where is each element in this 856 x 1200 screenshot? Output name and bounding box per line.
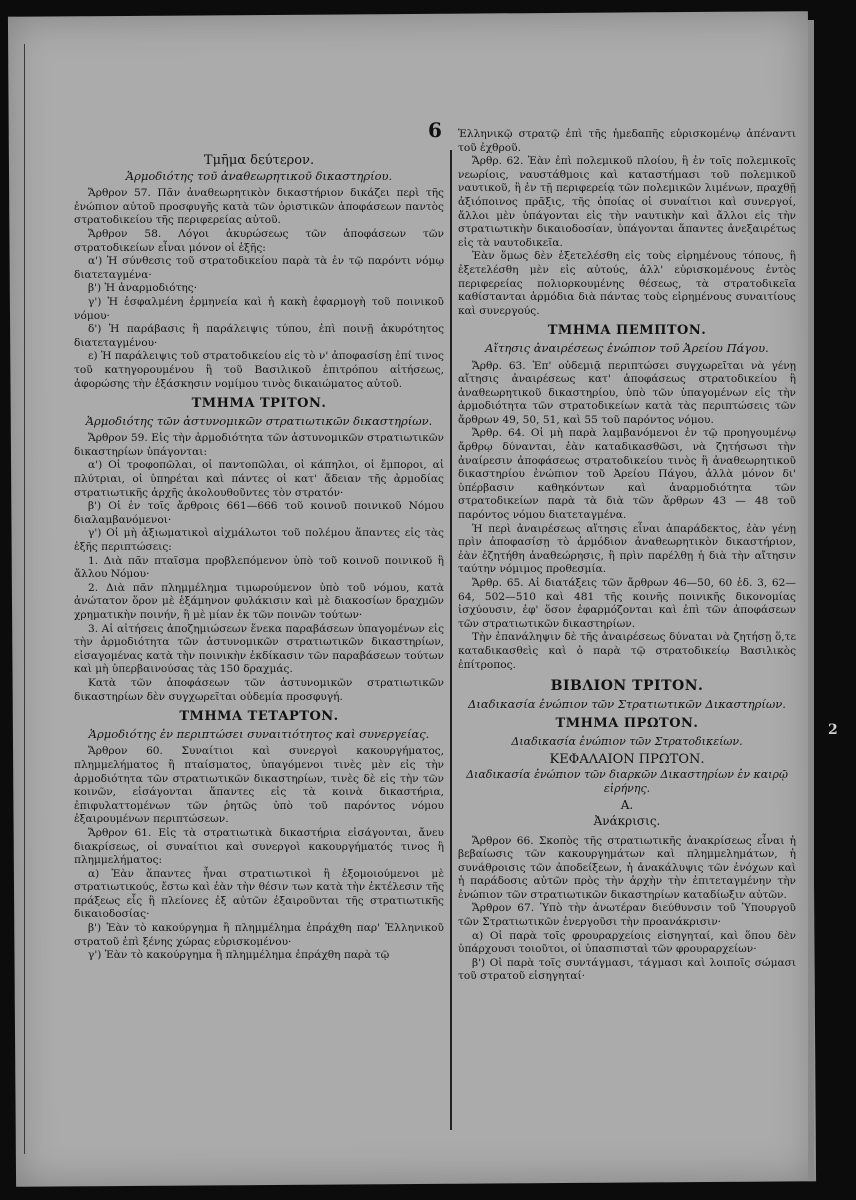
paragraph: β') Ἐὰν τὸ κακούργημα ἢ πλημμέλημα ἐπράχθη παρ' Ἑλληνικοῦ στρατοῦ ἐπὶ ξένης χώρας εὑρισκομένου·: [74, 922, 444, 948]
paragraph: Ἄρθρον 66. Σκοπὸς τῆς στρατιωτικῆς ἀνακρίσεως εἶναι ἡ βεβαίωσις τῶν κακουργημάτων καὶ πλημμελημάτων, ἡ συνάθροισις τῶν ἀποδείξεων, ἡ ἀνακάλυψις τῶν ἐνόχων καὶ ἡ παράδοσις αὐτῶν πρὸς τὴν ἀρχὴν τὴν ἐπιτεταγμένην τὴν ἐνώπιον τῶν στρατιωτικῶν δικαστηρίων καταδίωξιν αὐτῶν.: [458, 834, 796, 901]
paragraph: α) Οἱ παρὰ τοῖς φρουραρχείοις εἰσηγηταί, καὶ ὅπου δὲν ὑπάρχουσι τοιοῦτοι, οἱ ὑπασπισταὶ τῶν φρουραρχείων·: [458, 929, 796, 956]
paragraph: 1. Διὰ πᾶν πταῖσμα προβλεπόμενον ὑπὸ τοῦ κοινοῦ ποινικοῦ ἢ ἄλλου Νόμου·: [74, 554, 444, 581]
paragraph: Ἄρθρον 67. Ὑπὸ τὴν ἀνωτέραν διεύθυνσιν τοῦ Ὑπουργοῦ τῶν Στρατιωτικῶν ἐνεργοῦσι τὴν προανάκρισιν·: [458, 902, 796, 929]
paragraph: Ἄρθρ. 62. Ἐὰν ἐπὶ πολεμικοῦ πλοίου, ἢ ἐν τοῖς πολεμικοῖς νεωρίοις, ναυστάθμοις καὶ καταστήμασι τοῦ πολεμικοῦ ναυτικοῦ, ἢ ἐν τῇ περιφερείᾳ τῶν πολεμικῶν λιμένων, πραχθῇ ἀξιόποινος πρᾶξις, τῆς ὁποίας οἱ συναίτιοι καὶ συνεργοί, ἄλλοι μὲν ὑπάγονται εἰς τὴν ναυτικὴν καὶ ἄλλοι εἰς τὴν στρατιωτικὴν δικαιοδοσίαν, ὑπάγονται ἅπαντες ἀνεξαιρέτως εἰς τὰ ναυτοδικεῖα.: [458, 155, 796, 249]
paragraph: 2. Διὰ πᾶν πλημμέλημα τιμωρούμενον ὑπὸ τοῦ νόμου, κατὰ ἀνώτατον ὅρον μὲ ἑξάμηνον φυλάκισιν καὶ μὲ διακοσίων δραχμῶν χρηματικὴν ποινήν, ἢ μὲ μίαν ἐκ τῶν ποινῶν τούτων·: [74, 581, 444, 621]
part4-title: ΤΜΗΜΑ ΤΕΤΑΡΤΟΝ.: [179, 709, 339, 725]
paragraph: Ἄρθρ. 65. Αἱ διατάξεις τῶν ἄρθρων 46—50, 60 ἐδ. 3, 62—64, 502—510 καὶ 481 τῆς κοινῆς ποινικῆς δικονομίας ἰσχύουσιν, ἐφ' ὅσον ἐφαρμόζονται καὶ ἐπὶ τῶν ἀποφάσεων τῶν στρατιωτικῶν δικαστηρίων.: [458, 577, 796, 630]
part2-title: Τμῆμα δεύτερον.: [203, 153, 315, 168]
paragraph: Ἄρθρ. 64. Οἱ μὴ παρὰ λαμβανόμενοι ἐν τῷ προηγουμένῳ ἄρθρῳ δύνανται, ἐὰν καταδικασθῶσι, νὰ ζητήσωσι τὴν ἀναίρεσιν ἀποφάσεως στρατοδικείου τινὸς ἢ ἀναθεωρητικοῦ δικαστηρίου ἐνώπιον τοῦ Ἀρείου Πάγου, ἀλλὰ μόνον δι' ὑπέρβασιν καθηκόντων καὶ ἀναρμοδιότητα τῶν στρατοδικείων παρὰ τὰ διὰ τῶν ἄρθρων 43 — 48 τοῦ παρόντος νόμου διατεταγμένα.: [458, 427, 796, 522]
part3-subtitle: Ἁρμοδιότης τῶν ἀστυνομικῶν στρατιωτικῶν δικαστηρίων.: [85, 413, 433, 428]
paragraph: ε) Ἡ παράλειψις τοῦ στρατοδικείου εἰς τὸ ν' ἀποφασίσῃ ἐπί τινος τοῦ κατηγορουμένου ἢ τοῦ Βασιλικοῦ ἐπιτρόπου αἰτήσεως, ἀφορώσης τὴν ἐξάσκησιν νομίμου τινὸς δικαιώματος αὐτοῦ.: [74, 350, 444, 390]
book-title: ΒΙΒΛΙΟΝ ΤΡΙΤΟΝ.: [550, 678, 704, 695]
part4-continued-body: [458, 128, 796, 318]
part4-subtitle: Ἁρμοδιότης ἐν περιπτώσει συναιτιότητος καὶ συνεργείας.: [88, 726, 430, 741]
paragraph: δ') Ἡ παράβασις ἢ παράλειψις τύπου, ἐπὶ ποινῇ ἀκυρότητος διατεταγμένου·: [74, 323, 444, 349]
paragraph: Ἄρθρον 61. Εἰς τὰ στρατιωτικὰ δικαστήρια εἰσάγονται, ἄνευ διακρίσεως, οἱ συναίτιοι καὶ συνεργοὶ κακουργήματός τινος ἢ πλημμελήματος:: [74, 826, 444, 867]
paragraph: α) Ἐὰν ἅπαντες ἦναι στρατιωτικοὶ ἢ ἐξομοιούμενοι μὲ στρατιωτικούς, ἔστω καὶ ἐὰν τὴν θέσιν των κατὰ τὴν ἐκτέλεσιν τῆς πράξεως εἷς ἢ πλείονες ἐξ αὐτῶν ἐξαιροῦνται τῆς στρατιωτικῆς δικαιοδοσίας·: [74, 867, 444, 921]
part2-body: [74, 187, 444, 391]
paragraph: Τὴν ἐπανάληψιν δὲ τῆς ἀναιρέσεως δύναται νὰ ζητήσῃ ὅ,τε καταδικασθεὶς καὶ ὁ παρὰ τῷ στρατοδικείῳ Βασιλικὸς ἐπίτροπος.: [458, 631, 796, 671]
book-subtitle: Διαδικασία ἐνώπιον τῶν Στρατιωτικῶν Δικαστηρίων.: [468, 696, 786, 711]
chapter-body: [458, 835, 796, 985]
paragraph: 3. Αἱ αἰτήσεις ἀποζημιώσεων ἕνεκα παραβάσεων ὑπαγομένων εἰς τὴν ἁρμοδιότητα τῶν ἀστυνομικῶν στρατιωτικῶν δικαστηρίων, εἰσαγομένας κατὰ τὴν ποινικὴν ἐκδίκασιν τῶν παραβάσεων τούτων καὶ μὴ ὑπερβαινούσας τὰς 150 δραχμάς.: [74, 622, 444, 676]
part5-subtitle: Αἴτησις ἀναιρέσεως ἐνώπιον τοῦ Ἀρείου Πάγου.: [485, 340, 769, 355]
part5-title: ΤΜΗΜΑ ΠΕΜΠΤΟΝ.: [547, 323, 707, 339]
right-column: [458, 128, 796, 984]
paragraph: Ἐὰν ὅμως δὲν ἐξετελέσθη εἰς τοὺς εἰρημένους τόπους, ἢ ἐξετελέσθη μὲν εἰς αὐτούς, ἀλλ' εὑρισκομένους ἐντὸς περιφερείας πολιορκουμένης θέσεως, τὰ στρατοδικεῖα καθίστανται ἁρμόδια διὰ πάντας τοὺς εἰρημένους συναιτίους καὶ συνεργούς.: [458, 250, 796, 317]
paragraph: Ἡ περὶ ἀναιρέσεως αἴτησις εἶναι ἀπαράδεκτος, ἐὰν γένῃ πρὶν ἀποφασίσῃ τὸ ἁρμόδιον ἀναθεωρητικὸν δικαστήριον, ἐὰν ἐζητήθη ἀναθεώρησις, ἢ πρὶν παρέλθῃ ἡ διὰ τὴν αἴτησιν ταύτην νόμιμος προθεσμία.: [458, 522, 796, 576]
corner-mark: 2: [828, 722, 838, 738]
paragraph: Ἑλληνικῷ στρατῷ ἐπὶ τῆς ἡμεδαπῆς εὑρισκομένῳ ἀπέναντι τοῦ ἐχθροῦ.: [458, 128, 796, 154]
paragraph: β') Οἱ ἐν τοῖς ἄρθροις 661—666 τοῦ κοινοῦ ποινικοῦ Νόμου διαλαμβανόμενοι·: [74, 500, 444, 526]
paragraph: β') Ἡ ἀναρμοδιότης·: [88, 282, 198, 295]
left-column: [74, 152, 444, 963]
paragraph: Ἄρθρον 60. Συναίτιοι καὶ συνεργοὶ κακουργήματος, πλημμελήματος ἢ πταίσματος, ὑπαγόμενοι τινὲς μὲν εἰς τὴν ἁρμοδιότητα τῶν στρατιωτικῶν δικαστηρίων, τινὲς δὲ εἰς τὴν τῶν κοινῶν, εἰσάγονται ἅπαντες εἰς τὰ κοινὰ δικαστήρια, ἐπιφυλαττομένων τῶν ῥητῶς ὑπὸ τοῦ παρόντος νόμου ἐξαιρουμένων περιπτώσεων.: [74, 745, 444, 826]
paragraph: α') Οἱ τροφοπῶλαι, οἱ παντοπῶλαι, οἱ κάπηλοι, οἱ ἔμποροι, αἱ πλύτριαι, οἱ ὑπηρέται καὶ πάντες οἱ κατ' ἄδειαν τῆς ἁρμοδίας στρατιωτικῆς ἀρχῆς ἀκολουθοῦντες τὸν στρατόν·: [74, 459, 444, 499]
paragraph: β') Οἱ παρὰ τοῖς συντάγμασι, τάγμασι καὶ λοιποῖς σώμασι τοῦ στρατοῦ εἰσηγηταί·: [458, 956, 796, 983]
chapter-title: ΚΕΦΑΛΑΙΟΝ ΠΡΩΤΟΝ.: [549, 751, 705, 767]
book-part1-subtitle: Διαδικασία ἐνώπιον τῶν Στρατοδικείων.: [511, 734, 743, 748]
part2-subtitle: Ἁρμοδιότης τοῦ ἀναθεωρητικοῦ δικαστηρίου.: [125, 168, 393, 183]
column-divider: [450, 150, 452, 1130]
paragraph: Ἄρθρον 57. Πᾶν ἀναθεωρητικὸν δικαστήριον δικάζει περὶ τῆς ἐνώπιον αὐτοῦ προσφυγῆς κατὰ τῶν ὁριστικῶν ἀποφάσεων παντὸς στρατοδικείου τῆς περιφερείας αὐτοῦ.: [74, 187, 444, 227]
paragraph: γ') Οἱ μὴ ἀξιωματικοὶ αἰχμάλωτοι τοῦ πολέμου ἅπαντες εἰς τὰς ἑξῆς περιπτώσεις:: [74, 527, 444, 554]
section-letter: Α.: [620, 798, 634, 813]
book-part1-title: ΤΜΗΜΑ ΠΡΩΤΟΝ.: [555, 716, 699, 732]
chapter-subtitle: Διαδικασία ἐνώπιον τῶν διαρκῶν Δικαστηρίων ἐν καιρῷ εἰρήνης.: [466, 768, 788, 795]
section-name: Ἀνάκρισις.: [593, 813, 661, 828]
paragraph: γ') Ἡ ἐσφαλμένη ἑρμηνεία καὶ ἡ κακὴ ἐφαρμογὴ τοῦ ποινικοῦ νόμου·: [74, 295, 444, 322]
paragraph: Κατὰ τῶν ἀποφάσεων τῶν ἀστυνομικῶν στρατιωτικῶν δικαστηρίων δὲν συγχωρεῖται οὐδεμία προσφυγή.: [74, 676, 444, 703]
part4-body: [74, 745, 444, 963]
paper-edge: [808, 20, 814, 1180]
part3-body: [74, 432, 444, 704]
part5-body: [458, 360, 796, 673]
paragraph: α') Ἡ σύνθεσις τοῦ στρατοδικείου παρὰ τὰ ἐν τῷ παρόντι νόμῳ διατεταγμένα·: [74, 255, 444, 281]
paragraph: Ἄρθρ. 63. Ἐπ' οὐδεμιᾷ περιπτώσει συγχωρεῖται νὰ γένῃ αἴτησις ἀναιρέσεως κατ' ἀποφάσεως στρατοδικείου ἢ ἀναθεωρητικοῦ δικαστηρίου, ὑπὸ τῶν ὑπαγομένων εἰς τὴν ἁρμοδιότητα τῶν στρατοδικείων κατὰ τὰς περιπτώσεις τῶν ἄρθρων 49, 50, 51, καὶ 55 τοῦ παρόντος νόμου.: [458, 359, 796, 426]
paragraph: γ') Ἐὰν τὸ κακούργημα ἢ πλημμέλημα ἐπράχθη παρὰ τῷ: [88, 949, 390, 962]
page-number: 6: [428, 118, 442, 142]
margin-rule: [24, 44, 25, 1154]
paragraph: Ἄρθρον 59. Εἰς τὴν ἁρμοδιότητα τῶν ἀστυνομικῶν στρατιωτικῶν δικαστηρίων ὑπάγονται:: [74, 432, 444, 458]
part3-title: ΤΜΗΜΑ ΤΡΙΤΟΝ.: [191, 396, 327, 412]
paragraph: Ἄρθρον 58. Λόγοι ἀκυρώσεως τῶν ἀποφάσεων τῶν στρατοδικείων εἶναι μόνον οἱ ἑξῆς:: [74, 227, 444, 254]
